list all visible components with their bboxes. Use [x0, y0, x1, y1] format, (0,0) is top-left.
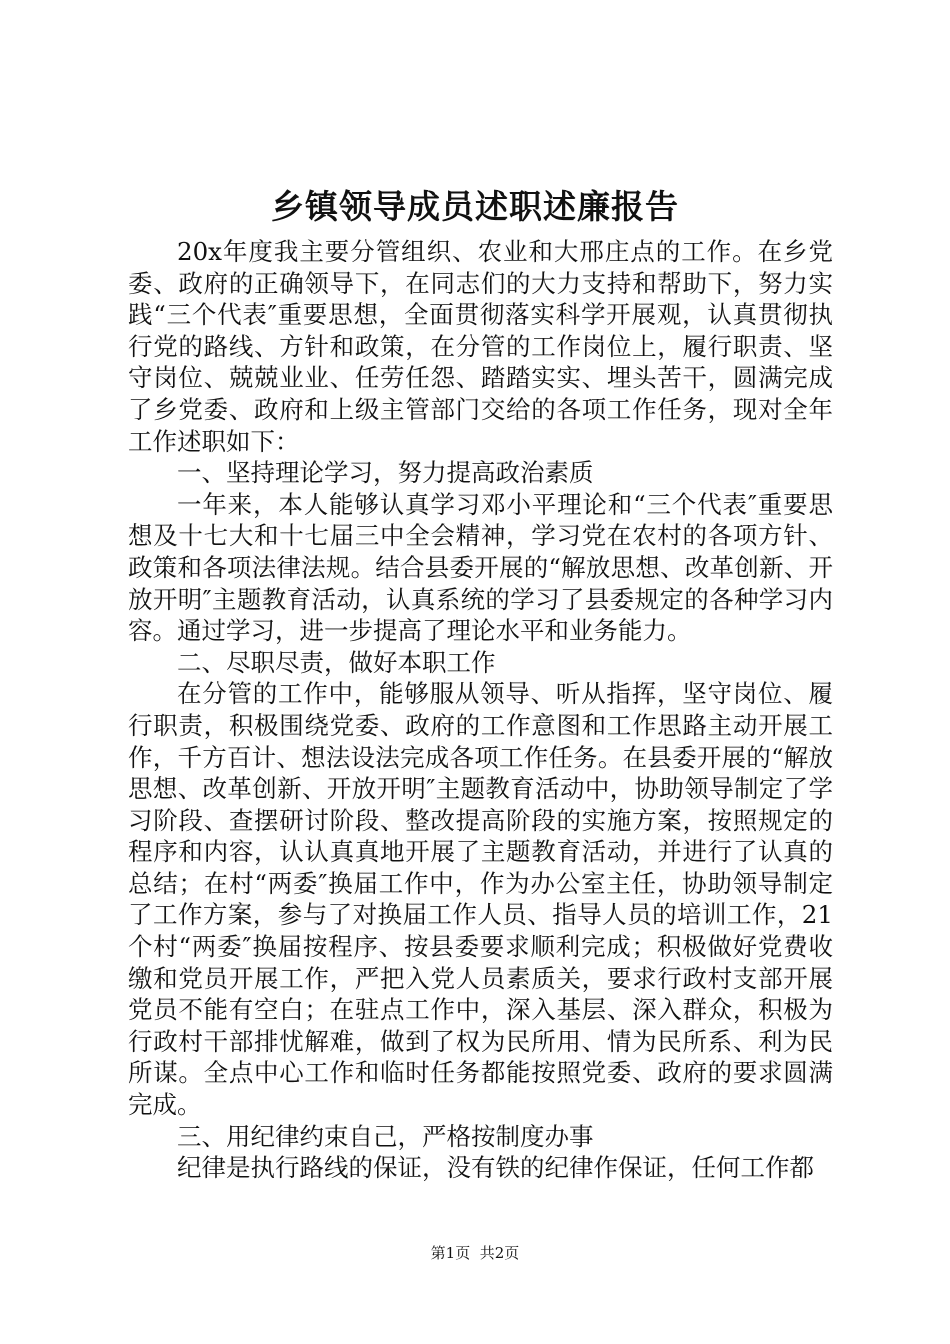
- section-heading-2: 二、尽职尽责，做好本职工作: [177, 647, 496, 677]
- paragraph-section-3: 纪律是执行路线的保证，没有铁的纪律作保证，任何工作都: [177, 1153, 814, 1183]
- document-title: 乡镇领导成员述职述廉报告: [271, 187, 679, 226]
- page-footer: [0, 1243, 950, 1263]
- section-heading-3: 三、用纪律约束自己，严格按制度办事: [177, 1121, 594, 1151]
- document-body: [128, 236, 833, 1184]
- page-total: 共2页: [479, 1244, 520, 1262]
- section-heading-1: 一、坚持理论学习，努力提高政治素质: [177, 458, 594, 488]
- footer-spacer: [470, 1244, 480, 1262]
- paragraph-intro: 20x年度我主要分管组织、农业和大邢庄点的工作。在乡党委、政府的正确领导下，在同志们的大力支持和帮助下，努力实践“三个代表″重要思想，全面贯彻落实科学开展观，认真贯彻执行党的路线、方针和政策，在分管的工作岗位上，履行职责、坚守岗位、兢兢业业、任劳任怨、踏踏实实、埋头苦干，圆满完成了乡党委、政府和上级主管部门交给的各项工作任务，现对全年工作述职如下：: [128, 237, 833, 456]
- page-number: 第1页: [430, 1244, 471, 1262]
- paragraph-section-2: 在分管的工作中，能够服从领导、听从指挥，坚守岗位、履行职责，积极围绕党委、政府的工作意图和工作思路主动开展工作，千方百计、想法设法完成各项工作任务。在县委开展的“解放思想、改革创新、开放开明″主题教育活动中，协助领导制定了学习阶段、查摆研讨阶段、整改提高阶段的实施方案，按照规定的程序和内容，认认真真地开展了主题教育活动，并进行了认真的总结；在村“两委″换届工作中，作为办公室主任，协助领导制定了工作方案，参与了对换届工作人员、指导人员的培训工作，21个村“两委″换届按程序、按县委要求顺利完成；积极做好党费收缴和党员开展工作，严把入党人员素质关，要求行政村支部开展党员不能有空白；在驻点工作中，深入基层、深入群众，积极为行政村干部排忧解难，做到了权为民所用、情为民所系、利为民所谋。全点中心工作和临时任务都能按照党委、政府的要求圆满完成。: [128, 679, 833, 1120]
- paragraph-section-1: 一年来，本人能够认真学习邓小平理论和“三个代表″重要思想及十七大和十七届三中全会精神，学习党在农村的各项方针、政策和各项法律法规。结合县委开展的“解放思想、改革创新、开放开明″主题教育活动，认真系统的学习了县委规定的各种学习内容。通过学习，进一步提高了理论水平和业务能力。: [128, 489, 833, 646]
